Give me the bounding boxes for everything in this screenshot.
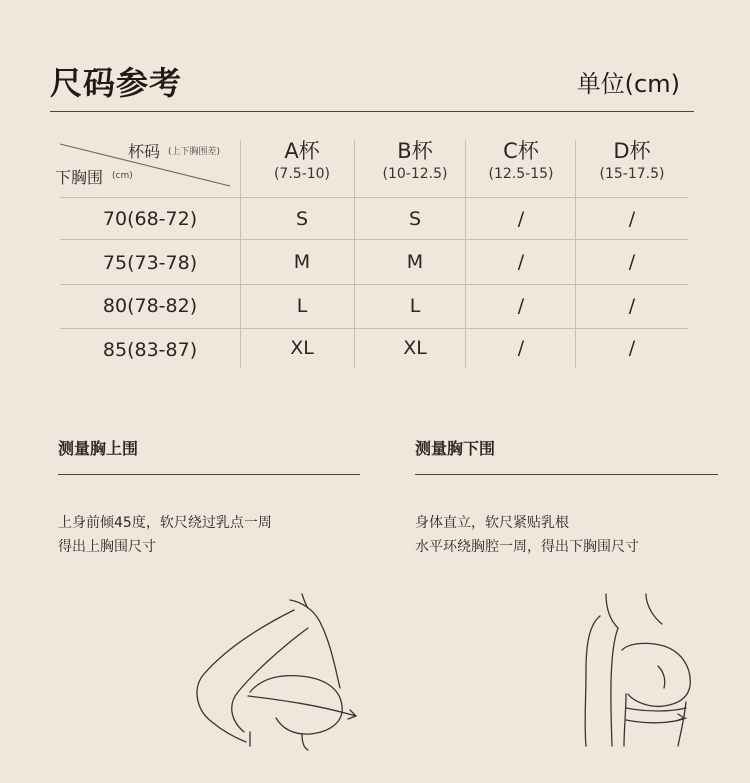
size-cell: S bbox=[295, 208, 309, 230]
cup-range: (10-12.5) bbox=[382, 166, 448, 182]
size-cell: / bbox=[517, 295, 525, 317]
row-divider bbox=[60, 197, 688, 198]
size-cell: / bbox=[628, 337, 636, 359]
band-size: 80(78-82) bbox=[102, 295, 198, 317]
cup-label: 杯码 bbox=[128, 142, 161, 161]
size-cell: S bbox=[408, 208, 422, 230]
band-label: 下胸围 bbox=[55, 168, 104, 187]
column-header-d bbox=[576, 138, 688, 184]
band-unit: (cm) bbox=[112, 171, 133, 181]
measure-upper-divider bbox=[58, 474, 360, 475]
size-cell: XL bbox=[403, 337, 427, 359]
size-cell: XL bbox=[290, 337, 314, 359]
cup-range: (12.5-15) bbox=[488, 166, 554, 182]
size-cell: / bbox=[517, 337, 525, 359]
band-size: 75(73-78) bbox=[102, 252, 198, 274]
size-cell: / bbox=[628, 208, 636, 230]
band-size: 85(83-87) bbox=[102, 339, 198, 361]
size-cell: / bbox=[628, 251, 636, 273]
measure-upper-title: 测量胸上围 bbox=[58, 439, 139, 458]
size-cell: / bbox=[517, 251, 525, 273]
size-table bbox=[55, 138, 688, 368]
measure-lower-title: 测量胸下围 bbox=[415, 439, 496, 458]
header-divider bbox=[50, 111, 694, 112]
column-header-c bbox=[465, 138, 577, 184]
size-cell: M bbox=[406, 251, 424, 273]
band-size: 70(68-72) bbox=[102, 208, 198, 230]
instruction-line: 身体直立，软尺紧贴乳根 bbox=[415, 515, 569, 531]
size-cell: / bbox=[517, 208, 525, 230]
cup-name: B杯 bbox=[397, 139, 433, 163]
measure-lower-instructions bbox=[415, 511, 639, 559]
size-cell: / bbox=[628, 295, 636, 317]
size-cell: L bbox=[409, 295, 421, 317]
size-cell: L bbox=[296, 295, 308, 317]
instruction-line: 水平环绕胸腔一周，得出下胸围尺寸 bbox=[415, 539, 639, 555]
table-corner bbox=[55, 138, 240, 198]
underbust-measure-illustration bbox=[570, 590, 700, 754]
measure-lower-divider bbox=[415, 474, 718, 475]
cup-range: (15-17.5) bbox=[599, 166, 665, 182]
instruction-line: 得出上胸围尺寸 bbox=[58, 539, 156, 555]
size-cell: M bbox=[293, 251, 311, 273]
cup-name: A杯 bbox=[284, 139, 320, 163]
cup-range: (7.5-10) bbox=[273, 166, 331, 182]
row-divider bbox=[60, 328, 688, 329]
instruction-line: 上身前倾45度，软尺绕过乳点一周 bbox=[58, 515, 272, 531]
row-divider bbox=[60, 239, 688, 240]
column-divider bbox=[240, 140, 241, 368]
cup-name: C杯 bbox=[503, 139, 539, 163]
row-divider bbox=[60, 284, 688, 285]
cup-name: D杯 bbox=[613, 139, 651, 163]
column-header-b bbox=[359, 138, 471, 184]
column-header-a bbox=[246, 138, 358, 184]
cup-note: (上下胸围差) bbox=[168, 147, 221, 157]
upper-bust-measure-illustration bbox=[190, 592, 370, 756]
page-title: 尺码参考 bbox=[50, 64, 183, 102]
unit-label: 单位(cm) bbox=[576, 70, 680, 98]
measure-upper-instructions bbox=[58, 511, 272, 559]
